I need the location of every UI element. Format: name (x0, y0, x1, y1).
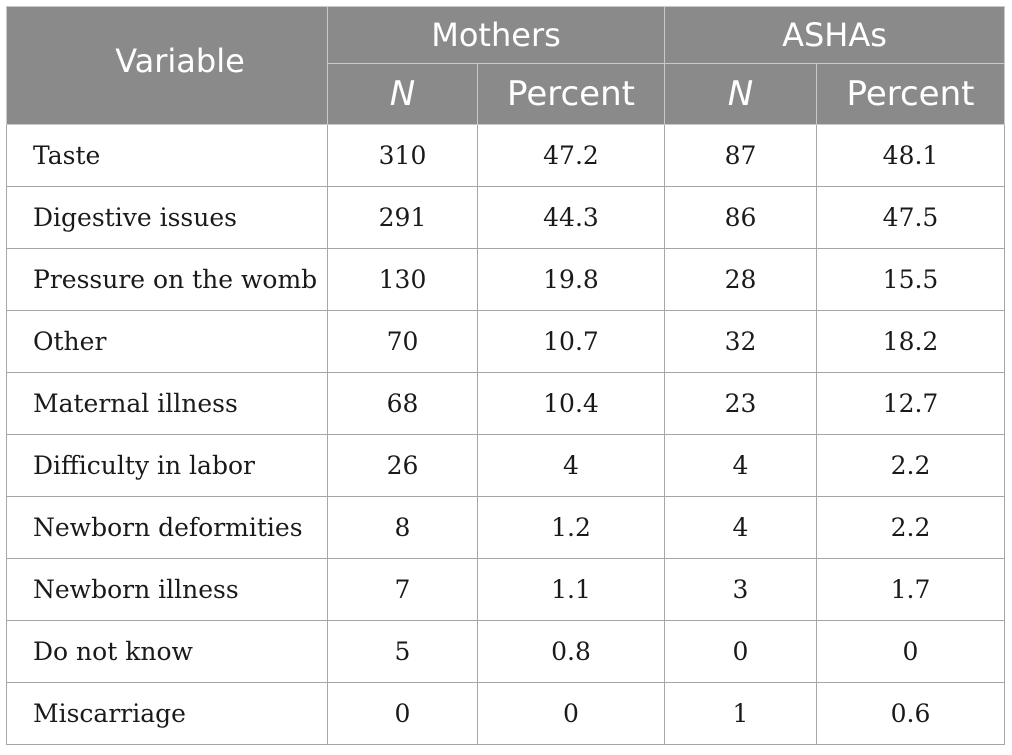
cell-ashas-percent: 2.2 (817, 497, 1005, 559)
cell-ashas-percent: 47.5 (817, 187, 1005, 249)
cell-variable: Difficulty in labor (7, 435, 328, 497)
cell-ashas-n: 1 (665, 683, 817, 745)
table-header (7, 7, 1005, 125)
cell-mothers-percent: 0.8 (478, 621, 665, 683)
table-row (7, 683, 1005, 745)
header-variable: Variable (7, 7, 328, 125)
cell-mothers-percent: 1.1 (478, 559, 665, 621)
cell-ashas-n: 32 (665, 311, 817, 373)
header-mothers-percent: Percent (478, 64, 665, 125)
cell-variable: Miscarriage (7, 683, 328, 745)
cell-ashas-percent: 48.1 (817, 125, 1005, 187)
table-row (7, 373, 1005, 435)
table-row (7, 125, 1005, 187)
cell-ashas-n: 28 (665, 249, 817, 311)
header-mothers: Mothers (328, 7, 665, 64)
cell-variable: Newborn illness (7, 559, 328, 621)
cell-mothers-n: 310 (328, 125, 478, 187)
table-row (7, 559, 1005, 621)
cell-mothers-percent: 47.2 (478, 125, 665, 187)
cell-variable: Other (7, 311, 328, 373)
table-row (7, 621, 1005, 683)
cell-ashas-n: 87 (665, 125, 817, 187)
cell-variable: Maternal illness (7, 373, 328, 435)
cell-ashas-percent: 0.6 (817, 683, 1005, 745)
cell-variable: Taste (7, 125, 328, 187)
table-row (7, 435, 1005, 497)
data-table-container (6, 6, 1004, 749)
header-ashas: ASHAs (665, 7, 1005, 64)
cell-ashas-percent: 0 (817, 621, 1005, 683)
cell-mothers-percent: 44.3 (478, 187, 665, 249)
cell-variable: Do not know (7, 621, 328, 683)
cell-mothers-percent: 10.4 (478, 373, 665, 435)
cell-ashas-n: 0 (665, 621, 817, 683)
table-row (7, 187, 1005, 249)
cell-mothers-percent: 4 (478, 435, 665, 497)
cell-mothers-n: 0 (328, 683, 478, 745)
header-ashas-percent: Percent (817, 64, 1005, 125)
cell-ashas-n: 3 (665, 559, 817, 621)
table-row (7, 311, 1005, 373)
cell-mothers-n: 68 (328, 373, 478, 435)
cell-mothers-n: 130 (328, 249, 478, 311)
cell-ashas-percent: 12.7 (817, 373, 1005, 435)
cell-ashas-n: 4 (665, 497, 817, 559)
cell-variable: Digestive issues (7, 187, 328, 249)
table-row (7, 249, 1005, 311)
cell-mothers-n: 5 (328, 621, 478, 683)
cell-variable: Pressure on the womb (7, 249, 328, 311)
cell-ashas-percent: 1.7 (817, 559, 1005, 621)
cell-mothers-percent: 0 (478, 683, 665, 745)
cell-mothers-n: 8 (328, 497, 478, 559)
cell-variable: Newborn deformities (7, 497, 328, 559)
cell-ashas-n: 4 (665, 435, 817, 497)
header-mothers-n: N (328, 64, 478, 125)
data-table (6, 6, 1005, 745)
header-row-groups (7, 7, 1005, 64)
cell-ashas-n: 23 (665, 373, 817, 435)
cell-ashas-percent: 2.2 (817, 435, 1005, 497)
cell-mothers-percent: 10.7 (478, 311, 665, 373)
cell-mothers-n: 291 (328, 187, 478, 249)
cell-mothers-n: 26 (328, 435, 478, 497)
cell-ashas-percent: 18.2 (817, 311, 1005, 373)
cell-mothers-percent: 1.2 (478, 497, 665, 559)
cell-mothers-n: 70 (328, 311, 478, 373)
cell-mothers-n: 7 (328, 559, 478, 621)
cell-mothers-percent: 19.8 (478, 249, 665, 311)
table-body (7, 125, 1005, 745)
header-ashas-n: N (665, 64, 817, 125)
cell-ashas-n: 86 (665, 187, 817, 249)
table-row (7, 497, 1005, 559)
cell-ashas-percent: 15.5 (817, 249, 1005, 311)
